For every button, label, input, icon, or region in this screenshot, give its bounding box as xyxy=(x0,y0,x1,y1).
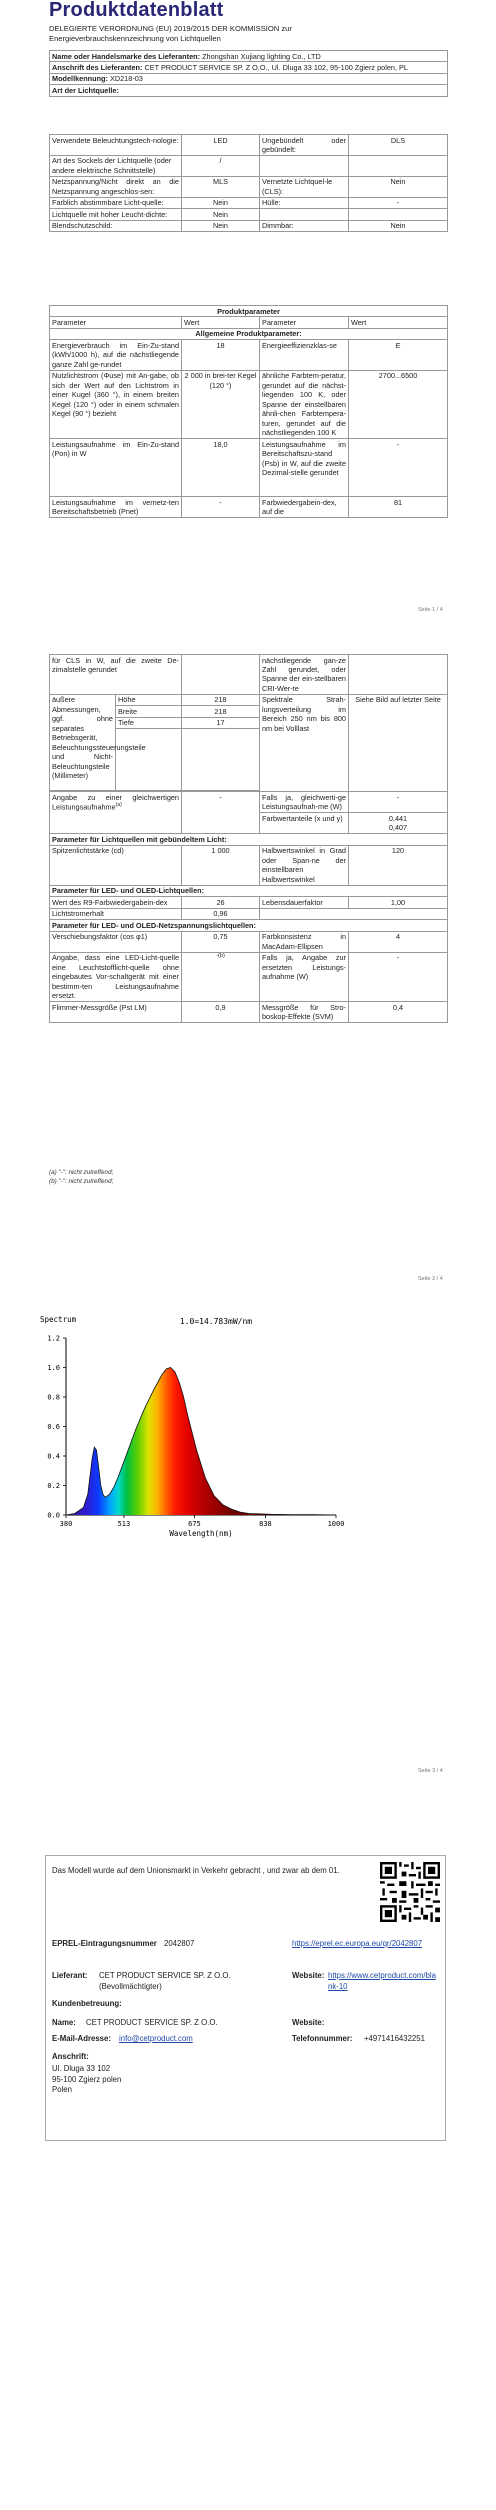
eprel-number-label: EPREL-Eintragungsnummer xyxy=(52,1939,157,1948)
customer-support-label: Kundenbetreuung: xyxy=(52,1999,122,2008)
x-tick-label: 838 xyxy=(259,1520,272,1528)
eprel-info-card xyxy=(45,1855,446,2141)
light-source-type-heading: Art der Lichtquelle: xyxy=(50,85,448,96)
x-tick-label: 513 xyxy=(117,1520,131,1528)
page-number: Seite 2 / 4 xyxy=(418,1276,443,1282)
supplier-address-cell: Anschrift des Lieferanten: CET PRODUCT SERVICE SP. Z O.O., Ul. Dluga 33 102, 95-100 Zgierz polen, PL xyxy=(50,62,448,73)
eprel-qr-link[interactable]: https://eprel.ec.europa.eu/qr/2042807 xyxy=(292,1939,423,1948)
spectrum-chart xyxy=(0,1308,496,1548)
email-link[interactable]: info@cetproduct.com xyxy=(119,2034,193,2043)
x-tick-label: 1000 xyxy=(327,1520,345,1528)
y-tick-label: 0.4 xyxy=(47,1452,60,1461)
page-2 xyxy=(0,640,496,1280)
y-tick-label: 1.0 xyxy=(47,1364,60,1372)
footnotes: (a) "-": nicht zutreffend; (b) "-": nicht zutreffend; xyxy=(49,1169,114,1186)
supplier-info-table xyxy=(49,50,448,97)
page-1 xyxy=(0,0,496,620)
y-tick-label: 0.0 xyxy=(47,1511,60,1520)
website-label: Website: xyxy=(292,1971,325,1980)
y-tick-label: 0.8 xyxy=(47,1393,60,1402)
y-tick-label: 1.2 xyxy=(47,1334,60,1343)
phone-value: +4971416432251 xyxy=(364,2034,425,2043)
dimensions-label: äußere Abmessungen, ggf. ohne separates Betriebsgerät, Beleuchtungssteuerungsteile und Nicht-Beleuchtungsteile (Millimeter) xyxy=(50,694,116,790)
x-tick-label: 380 xyxy=(59,1520,73,1528)
eprel-number-value: 2042807 xyxy=(164,1939,195,1948)
support-name-label: Name: xyxy=(52,2018,76,2027)
supplier-label: Lieferant: xyxy=(52,1971,88,1980)
product-parameters-table: Produktparameter Parameter Wert Parameter Wert Allgemeine Produktparameter: Energieverbrauch im Ein-Zu-stand (kWh/1000 h), auf die nächstliegende ganze Zahl ge-rundet 18 Energieeffizienzklas-se E Nutzlichtstrom (Φuse) mit An-gabe, ob sich der Wert auf den Lichtstrom in einer Kugel (360 °), in einem breiten Kegel (120 °) oder in einem schmalen Kegel (90 °) bezieht 2 000 in brei-ter Kegel (120 °) ähnliche Farbtem-peratur, gerundet auf die nächst-liegenden 100 K, oder Spanne der einstellbaren ähnli-chen Farbtempera-turen, gerundet auf die nächstliegenden 100 K 2700...6500 Leistungsaufnahme im Ein-Zu-stand (Pon) in W 18,0 Leistungsaufnahme im Bereitschaftszu-stand (Psb) in W, auf die zweite Dezimal-stelle gerundet - Leistungsaufnahme im vernetz-ten Bereitschaftsbetrieb (Pnet) - Farbwiedergabein-dex, auf die 81 xyxy=(49,305,448,518)
support-name-value: CET PRODUCT SERVICE SP. Z O.O. xyxy=(86,2018,218,2027)
address-label: Anschrift: xyxy=(52,2052,89,2061)
website-link[interactable]: https://www.cetproduct.com/blank-10 xyxy=(328,1971,436,1991)
x-axis-label: Wavelength(nm) xyxy=(169,1529,233,1538)
qr-code-icon[interactable] xyxy=(380,1862,440,1922)
page-title: Produktdatenblatt xyxy=(49,0,224,21)
regulation-subtitle: DELEGIERTE VERORDNUNG (EU) 2019/2015 DER KOMMISSION zur Energieverbrauchskennzeichnung von Lichtquellen xyxy=(49,24,292,44)
page-number: Seite 1 / 4 xyxy=(418,607,443,613)
supplier-value: CET PRODUCT SERVICE SP. Z O.O. (Bevollmächtigter) xyxy=(99,1971,231,1991)
support-website-label: Website: xyxy=(292,2018,325,2027)
y-tick-label: 0.2 xyxy=(47,1482,60,1490)
light-source-type-table: Verwendete Beleuchtungstech-nologie: LED Ungebündelt oder gebündelt: DLS Art des Sockels der Lichtquelle (oder andere elektrische Schnittstelle) / Netzspannung/Nicht direkt an die Netzspannung angeschlos-sen: MLS Vernetzte Lichtquel-le (CLS): Nein Farblich abstimmbare Licht-quelle: Nein Hülle: - Lichtquelle mit hoher Leucht-dichte: Nein Blendschutzschild: Nein Dimmbar: Nein xyxy=(49,134,448,232)
phone-label: Telefonnummer: xyxy=(292,2034,353,2043)
y-tick-label: 0.6 xyxy=(47,1423,60,1431)
supplier-name-cell: Name oder Handelsmarke des Lieferanten: Zhongshan Xujiang lighting Co., LTD xyxy=(50,51,448,62)
spectrum-area xyxy=(66,1368,336,1516)
email-label: E-Mail-Adresse: xyxy=(52,2034,111,2043)
address-value: Ul. Dluga 33 102 95-100 Zgierz polen Polen xyxy=(52,2064,122,2095)
y-axis-label: Spectrum xyxy=(40,1315,77,1324)
page-number: Seite 3 / 4 xyxy=(418,1768,443,1774)
model-id-cell: Modellkennung: XD218-03 xyxy=(50,73,448,84)
market-intro: Das Modell wurde auf dem Unionsmarkt in Verkehr gebracht , und zwar ab dem 01. xyxy=(52,1866,340,1875)
page-3 xyxy=(0,1300,496,1780)
x-tick-label: 675 xyxy=(188,1520,201,1528)
chart-title: 1.0=14.783mW/nm xyxy=(179,1317,253,1326)
product-parameters-continued-table: für CLS in W, auf die zweite De-zimalstelle gerundet nächstliegende gan-ze Zahl gerundet, oder Spanne der ein-stellbaren CRI-Wer-te äußere Abmessungen, ggf. ohne separates Betriebsgerät, Beleuchtungssteuerungsteile und Nicht-Beleuchtungsteile (Millimeter) Höhe 218 Spektrale Strah-lungsverteilung im Bereich 250 nm bis 800 nm bei Volllast Siehe Bild auf letzter Seite Breite 218 Tiefe 17 Angabe zu einer gleichwertigen Leistungsaufnahme$^{(a)}$ - Falls ja, gleichwerti-ge Leistungsaufnah-me (W) - Farbwertanteile (x und y) 0,441 0,407 Parameter für Lichtquellen mit gebündeltem Licht: Spitzenlichtstärke (cd) 1 000 Halbwertswinkel in Grad oder Span-ne der einstellbaren Halbwertswinkel 120 Parameter für LED- und OLED-Lichtquellen: Wert des R9-Farbwiedergabein-dex 26 Lebensdauerfaktor 1,00 Lichtstromerhalt 0,96 Parameter für LED- und OLED-Netzspannungslichtquellen: Verschiebungsfaktor (cos φ1) 0,75 Farbkonsistenz in MacAdam-Ellipsen 4 Angabe, dass eine LED-Licht-quelle eine Leuchtstofflicht-quelle ohne eingebautes Vor-schaltgerät mit einer bestimm-ten Leistungsaufnahme ersetzt. -(b) Falls ja, Angabe zur ersetzten Leistungs-aufnahme (W) - Flimmer-Messgröße (Pst LM) 0,9 Messgröße für Stro-boskop-Effekte (SVM) 0,4 xyxy=(49,654,448,1023)
